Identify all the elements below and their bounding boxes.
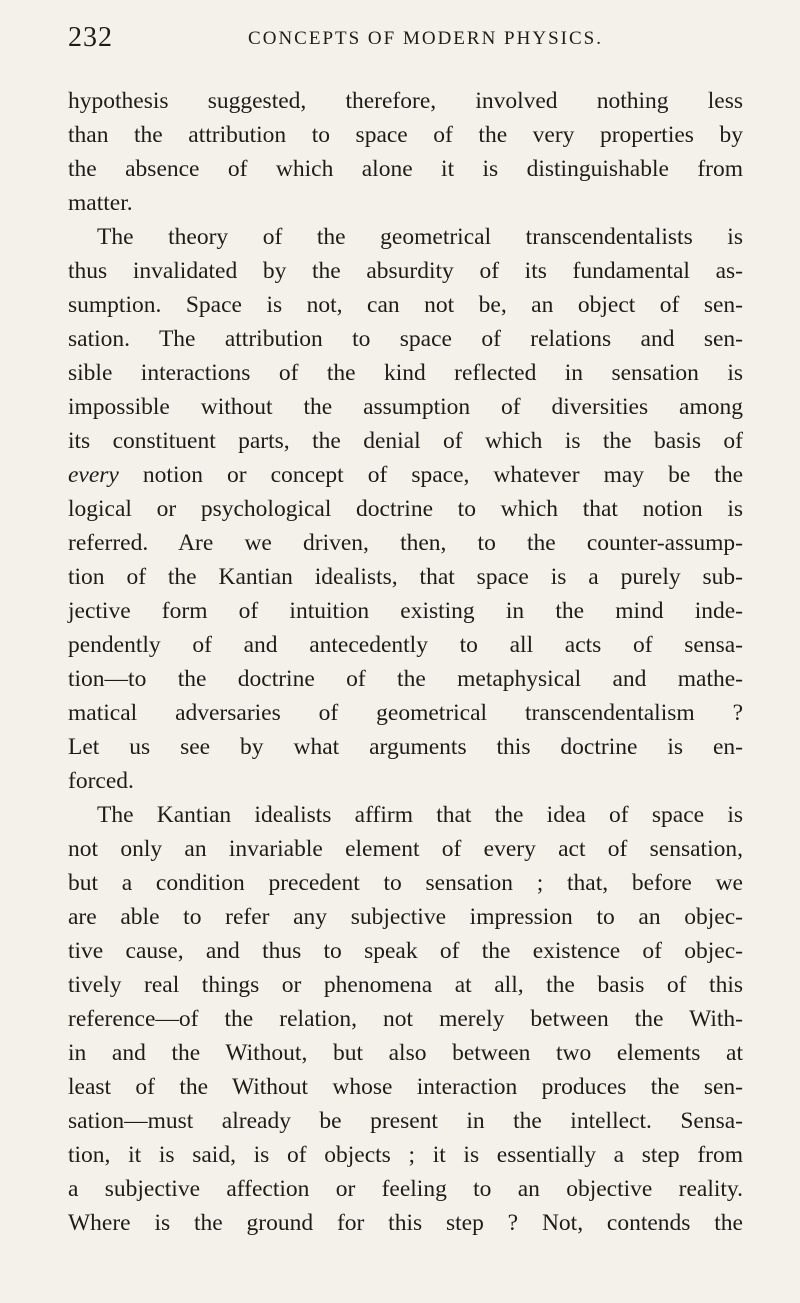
text-line: thus invalidated by the absurdity of its fundamental as- xyxy=(68,258,743,284)
text-line: tion—to the doctrine of the metaphysical and mathe- xyxy=(68,666,743,692)
text-line: matical adversaries of geometrical transcendentalism ? xyxy=(68,700,743,726)
paragraph-first-line: The theory of the geometrical transcendentalists is xyxy=(97,224,743,250)
text-line: matter. xyxy=(68,190,133,216)
text-line: sation—must already be present in the intellect. Sensa- xyxy=(68,1108,743,1134)
text-line: hypothesis suggested, therefore, involved nothing less xyxy=(68,88,743,114)
text-segment: notion or concept of space, whatever may be the xyxy=(118,462,743,488)
text-line: in and the Without, but also between two elements at xyxy=(68,1040,743,1066)
text-line: a subjective affection or feeling to an objective reality. xyxy=(68,1176,743,1202)
text-line: Let us see by what arguments this doctrine is en- xyxy=(68,734,743,760)
running-head xyxy=(68,22,743,62)
text-line: the absence of which alone it is distinguishable from xyxy=(68,156,743,182)
text-line: tive cause, and thus to speak of the existence of objec- xyxy=(68,938,743,964)
text-line: tion of the Kantian idealists, that space is a purely sub- xyxy=(68,564,743,590)
text-line: its constituent parts, the denial of which is the basis of xyxy=(68,428,743,454)
text-line: tively real things or phenomena at all, the basis of this xyxy=(68,972,743,998)
text-line: forced. xyxy=(68,768,134,794)
text-line: sation. The attribution to space of relations and sen- xyxy=(68,326,743,352)
text-line: sumption. Space is not, can not be, an object of sen- xyxy=(68,292,743,318)
text-line: not only an invariable element of every act of sensation, xyxy=(68,836,743,862)
text-line: sible interactions of the kind reflected in sensation is xyxy=(68,360,743,386)
text-line: impossible without the assumption of diversities among xyxy=(68,394,743,420)
emphasis-word: every xyxy=(68,462,119,488)
text-line: but a condition precedent to sensation ; that, before we xyxy=(68,870,743,896)
text-line: logical or psychological doctrine to which that notion is xyxy=(68,496,743,522)
text-line: reference—of the relation, not merely between the With- xyxy=(68,1006,743,1032)
text-line: than the attribution to space of the very properties by xyxy=(68,122,743,148)
text-line: referred. Are we driven, then, to the counter-assump- xyxy=(68,530,743,556)
page-number: 232 xyxy=(68,22,113,53)
text-line: least of the Without whose interaction produces the sen- xyxy=(68,1074,743,1100)
paragraph-first-line: The Kantian idealists affirm that the idea of space is xyxy=(97,802,743,828)
running-title: CONCEPTS OF MODERN PHYSICS. xyxy=(248,28,603,49)
text-line: jective form of intuition existing in the mind inde- xyxy=(68,598,743,624)
text-line-with-emphasis xyxy=(68,458,743,492)
text-line: Where is the ground for this step ? Not, contends the xyxy=(68,1210,743,1236)
text-line: are able to refer any subjective impression to an objec- xyxy=(68,904,743,930)
text-line: pendently of and antecedently to all acts of sensa- xyxy=(68,632,743,658)
text-line: tion, it is said, is of objects ; it is essentially a step from xyxy=(68,1142,743,1168)
